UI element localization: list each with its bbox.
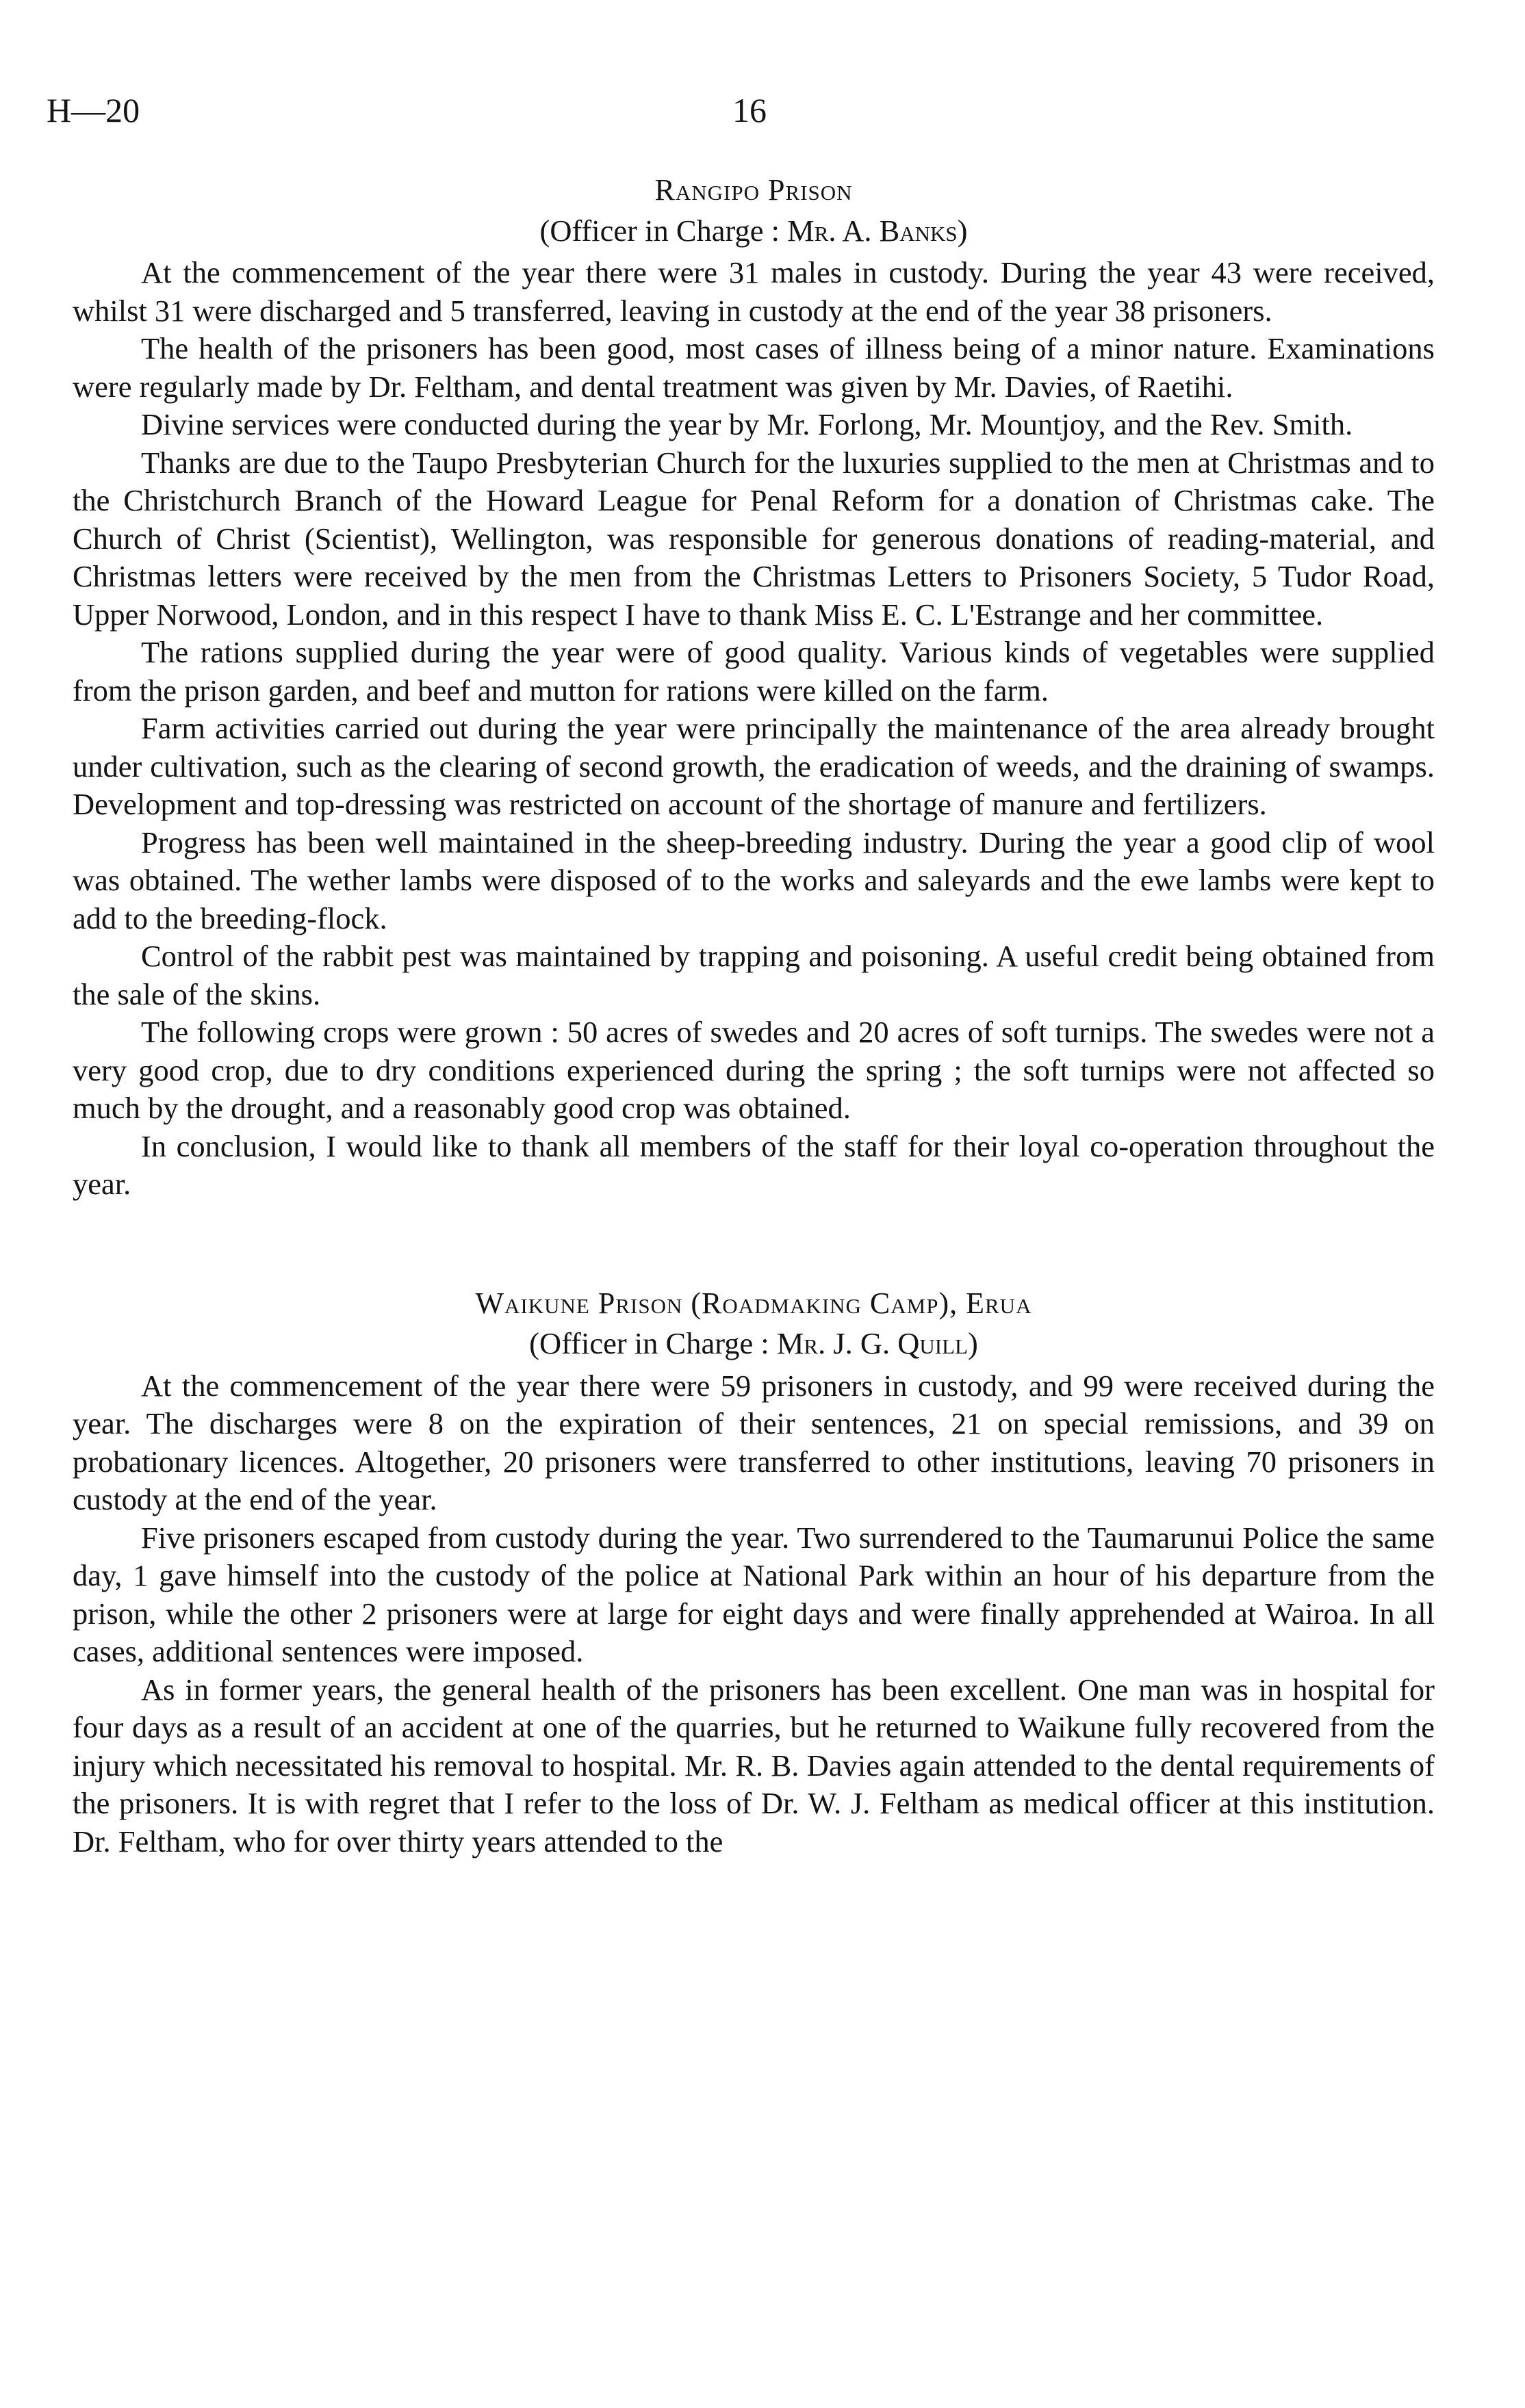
paragraph: The following crops were grown : 50 acres of swedes and 20 acres of soft turnips. The swedes were not a very good crop, due to dry conditions experienced during the spring ; the soft turnips were not affected so much by the drought, and a reasonably good crop was obtained. <box>73 1015 1435 1125</box>
section-title: Rangipo Prison <box>654 173 853 207</box>
document-reference: H—20 <box>47 91 140 129</box>
officer-in-charge <box>73 1325 1435 1363</box>
paragraph: At the commencement of the year there were 59 prisoners in custody, and 99 were received during the year. The discharges were 8 on the expiration of their sentences, 21 on special remissions, and 39 on probationary licences. Altogether, 20 prisoners were transferred to other institutions, leaving 70 prisoners in custody at the end of the year. <box>73 1368 1435 1516</box>
waikune-prison-section <box>73 1284 1435 1861</box>
officer-suffix: ) <box>968 1326 978 1360</box>
page-body <box>73 171 1435 1861</box>
paragraph: Five prisoners escaped from custody during the year. Two surrendered to the Taumarunui Police the same day, 1 gave himself into the custody of the police at National Park within an hour of his departure from the prison, while the other 2 prisoners were at large for eight days and were finally apprehended at Wairoa. In all cases, additional sentences were imposed. <box>73 1520 1435 1668</box>
officer-name: Mr. J. G. Quill <box>776 1326 968 1360</box>
paragraph: At the commencement of the year there were 31 males in custody. During the year 43 were received, whilst 31 were discharged and 5 transferred, leaving in custody at the end of the year 38 prisoners. <box>73 255 1435 328</box>
section-title: Waikune Prison (Roadmaking Camp), Erua <box>475 1286 1032 1320</box>
paragraph: Control of the rabbit pest was maintained by trapping and poisoning. A useful credit being obtained from the sale of the skins. <box>73 939 1435 1011</box>
officer-name: Mr. A. Banks <box>787 213 958 248</box>
officer-prefix: (Officer in Charge : <box>529 1326 777 1360</box>
paragraph: The rations supplied during the year were of good quality. Various kinds of vegetables were supplied from the prison garden, and beef and mutton for rations were killed on the farm. <box>73 635 1435 708</box>
section-spacer <box>73 1204 1435 1284</box>
officer-suffix: ) <box>957 213 968 248</box>
paragraph: In conclusion, I would like to thank all members of the staff for their loyal co-operation throughout the year. <box>73 1128 1435 1201</box>
officer-prefix: (Officer in Charge : <box>539 213 788 248</box>
paragraph: As in former years, the general health of the prisoners has been excellent. One man was in hospital for four days as a result of an accident at one of the quarries, but he returned to Waikune fully recovered from the injury which necessitated his removal to hospital. Mr. R. B. Davies again attended to the dental requirements of the prisoners. It is with regret that I refer to the loss of Dr. W. J. Feltham as medical officer at this institution. Dr. Feltham, who for over thirty years attended to the <box>73 1672 1435 1859</box>
officer-in-charge <box>73 212 1435 250</box>
page-header <box>47 90 1478 138</box>
page-number: 16 <box>732 91 767 129</box>
paragraph: The health of the prisoners has been good, most cases of illness being of a minor nature. Examinations were regularly made by Dr. Feltham, and dental treatment was given by Mr. Davies, of Raetihi. <box>73 331 1435 404</box>
paragraph: Thanks are due to the Taupo Presbyterian Church for the luxuries supplied to the men at Christmas and to the Christchurch Branch of the Howard League for Penal Reform for a donation of Christmas cake. The Church of Christ (Scientist), Wellington, was responsible for generous donations of reading-material, and Christmas letters were received by the men from the Christmas Letters to Prisoners Society, 5 Tudor Road, Upper Norwood, London, and in this respect I have to thank Miss E. C. L'Estrange and her committee. <box>73 445 1435 632</box>
paragraph: Divine services were conducted during the year by Mr. Forlong, Mr. Mountjoy, and the Rev. Smith. <box>141 407 1353 441</box>
paragraph: Farm activities carried out during the year were principally the maintenance of the area already brought under cultivation, such as the clearing of second growth, the eradication of weeds, and the draining of swamps. Development and top-dressing was restricted on account of the shortage of manure and fertilizers. <box>73 711 1435 821</box>
rangipo-prison-section <box>73 171 1435 1204</box>
paragraph: Progress has been well maintained in the sheep-breeding industry. During the year a good clip of wool was obtained. The wether lambs were disposed of to the works and saleyards and the ewe lambs were kept to add to the breeding-flock. <box>73 825 1435 935</box>
